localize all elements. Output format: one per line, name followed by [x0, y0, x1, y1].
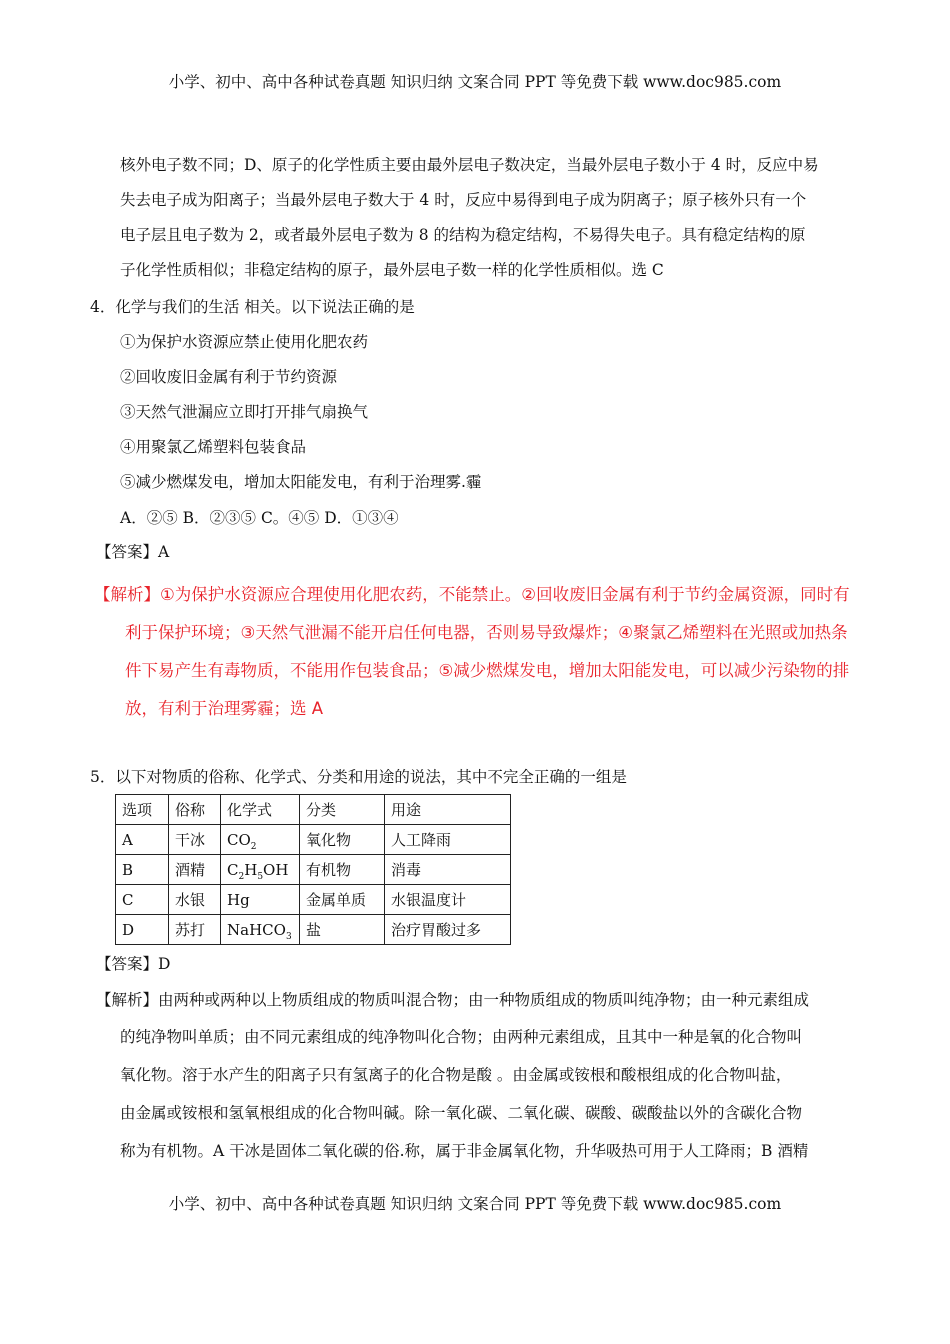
q4-item: ⑤减少燃煤发电，增加太阳能发电，有利于治理雾.霾 — [120, 473, 482, 491]
table-header-cell: 选项 — [116, 795, 169, 825]
q4-analysis-line: 利于保护环境；③天然气泄漏不能开启任何电器，否则易导致爆炸；④聚氯乙烯塑料在光照或加热条 — [125, 623, 848, 642]
table-cell: 酒精 — [169, 855, 221, 885]
q4-item: ③天然气泄漏应立即打开排气扇换气 — [120, 403, 369, 421]
table-cell: 有机物 — [300, 855, 385, 885]
table-cell: B — [116, 855, 169, 885]
q4-options: A．②⑤ B．②③⑤ C。④⑤ D．①③④ — [120, 509, 399, 527]
table-cell: 氧化物 — [300, 825, 385, 855]
continued-text-line: 核外电子数不同；D、原子的化学性质主要由最外层电子数决定，当最外层电子数小于 4 时，反应中易 — [120, 156, 819, 174]
table-header-cell: 分类 — [300, 795, 385, 825]
q5-answer: 【答案】D — [96, 955, 171, 973]
q4-item: ④用聚氯乙烯塑料包装食品 — [120, 438, 307, 456]
q4-stem: 4．化学与我们的生活 相关。以下说法正确的是 — [90, 298, 415, 316]
q4-answer: 【答案】A — [96, 543, 170, 561]
continued-text-line: 失去电子成为阳离子；当最外层电子数大于 4 时，反应中易得到电子成为阴离子；原子核外只有一个 — [120, 191, 807, 209]
table-cell: C — [116, 885, 169, 915]
table-header-row — [116, 795, 511, 825]
q5-analysis-line: 的纯净物叫单质；由不同元素组成的纯净物叫化合物；由两种元素组成，且其中一种是氧的化合物叫 — [120, 1028, 803, 1046]
table-row — [116, 825, 511, 855]
page-footer: 小学、初中、高中各种试卷真题 知识归纳 文案合同 PPT 等免费下载 www.doc985.com — [168, 1195, 782, 1213]
table-cell: 苏打 — [169, 915, 221, 945]
q4-analysis-line: 【解析】①为保护水资源应合理使用化肥农药，不能禁止。②回收废旧金属有利于节约金属资源，同时有 — [94, 585, 850, 604]
q4-item: ①为保护水资源应禁止使用化肥农药 — [120, 333, 369, 351]
table-cell: Hg — [221, 885, 300, 915]
table-row — [116, 885, 511, 915]
table-cell: $C_2H_5OH$ — [221, 855, 300, 885]
table-cell: 人工降雨 — [385, 825, 511, 855]
table-cell: NaHCO$_3$ — [221, 915, 300, 945]
table-header-cell: 用途 — [385, 795, 511, 825]
q5-table — [115, 794, 511, 945]
q4-analysis-line: 件下易产生有毒物质，不能用作包装食品；⑤减少燃煤发电，增加太阳能发电，可以减少污染物的排 — [125, 661, 850, 680]
q4-analysis-line: 放，有利于治理雾霾；选 A — [125, 699, 324, 718]
table-header-cell: 化学式 — [221, 795, 300, 825]
table-row — [116, 915, 511, 945]
table-cell: 消毒 — [385, 855, 511, 885]
q5-stem: 5．以下对物质的俗称、化学式、分类和用途的说法，其中不完全正确的一组是 — [90, 768, 627, 786]
table-header-cell: 俗称 — [169, 795, 221, 825]
table-cell: 盐 — [300, 915, 385, 945]
table-cell: 干冰 — [169, 825, 221, 855]
continued-text-line: 电子层且电子数为 2，或者最外层电子数为 8 的结构为稳定结构，不易得失电子。具有稳定结构的原 — [120, 226, 806, 244]
table-cell: $CO_2$ — [221, 825, 300, 855]
table-cell: 水银温度计 — [385, 885, 511, 915]
q5-analysis-line: 氧化物。溶于水产生的阳离子只有氢离子的化合物是酸 。由金属或铵根和酸根组成的化合物叫盐， — [120, 1066, 792, 1084]
table-cell: 水银 — [169, 885, 221, 915]
q5-analysis-line: 称为有机物。A 干冰是固体二氧化碳的俗.称，属于非金属氧化物，升华吸热可用于人工降雨；B 酒精 — [120, 1142, 809, 1160]
table-cell: 治疗胃酸过多 — [385, 915, 511, 945]
table-row — [116, 855, 511, 885]
table-cell: A — [116, 825, 169, 855]
continued-text-line: 子化学性质相似；非稳定结构的原子，最外层电子数一样的化学性质相似。选 C — [120, 261, 664, 279]
q5-analysis-line: 【解析】由两种或两种以上物质组成的物质叫混合物；由一种物质组成的物质叫纯净物；由一种元素组成 — [96, 991, 810, 1009]
table-cell: 金属单质 — [300, 885, 385, 915]
page-header: 小学、初中、高中各种试卷真题 知识归纳 文案合同 PPT 等免费下载 www.doc985.com — [168, 73, 782, 91]
q4-item: ②回收废旧金属有利于节约资源 — [120, 368, 338, 386]
table-cell: D — [116, 915, 169, 945]
q5-analysis-line: 由金属或铵根和氢氧根组成的化合物叫碱。除一氧化碳、二氧化碳、碳酸、碳酸盐以外的含碳化合物 — [120, 1104, 803, 1122]
